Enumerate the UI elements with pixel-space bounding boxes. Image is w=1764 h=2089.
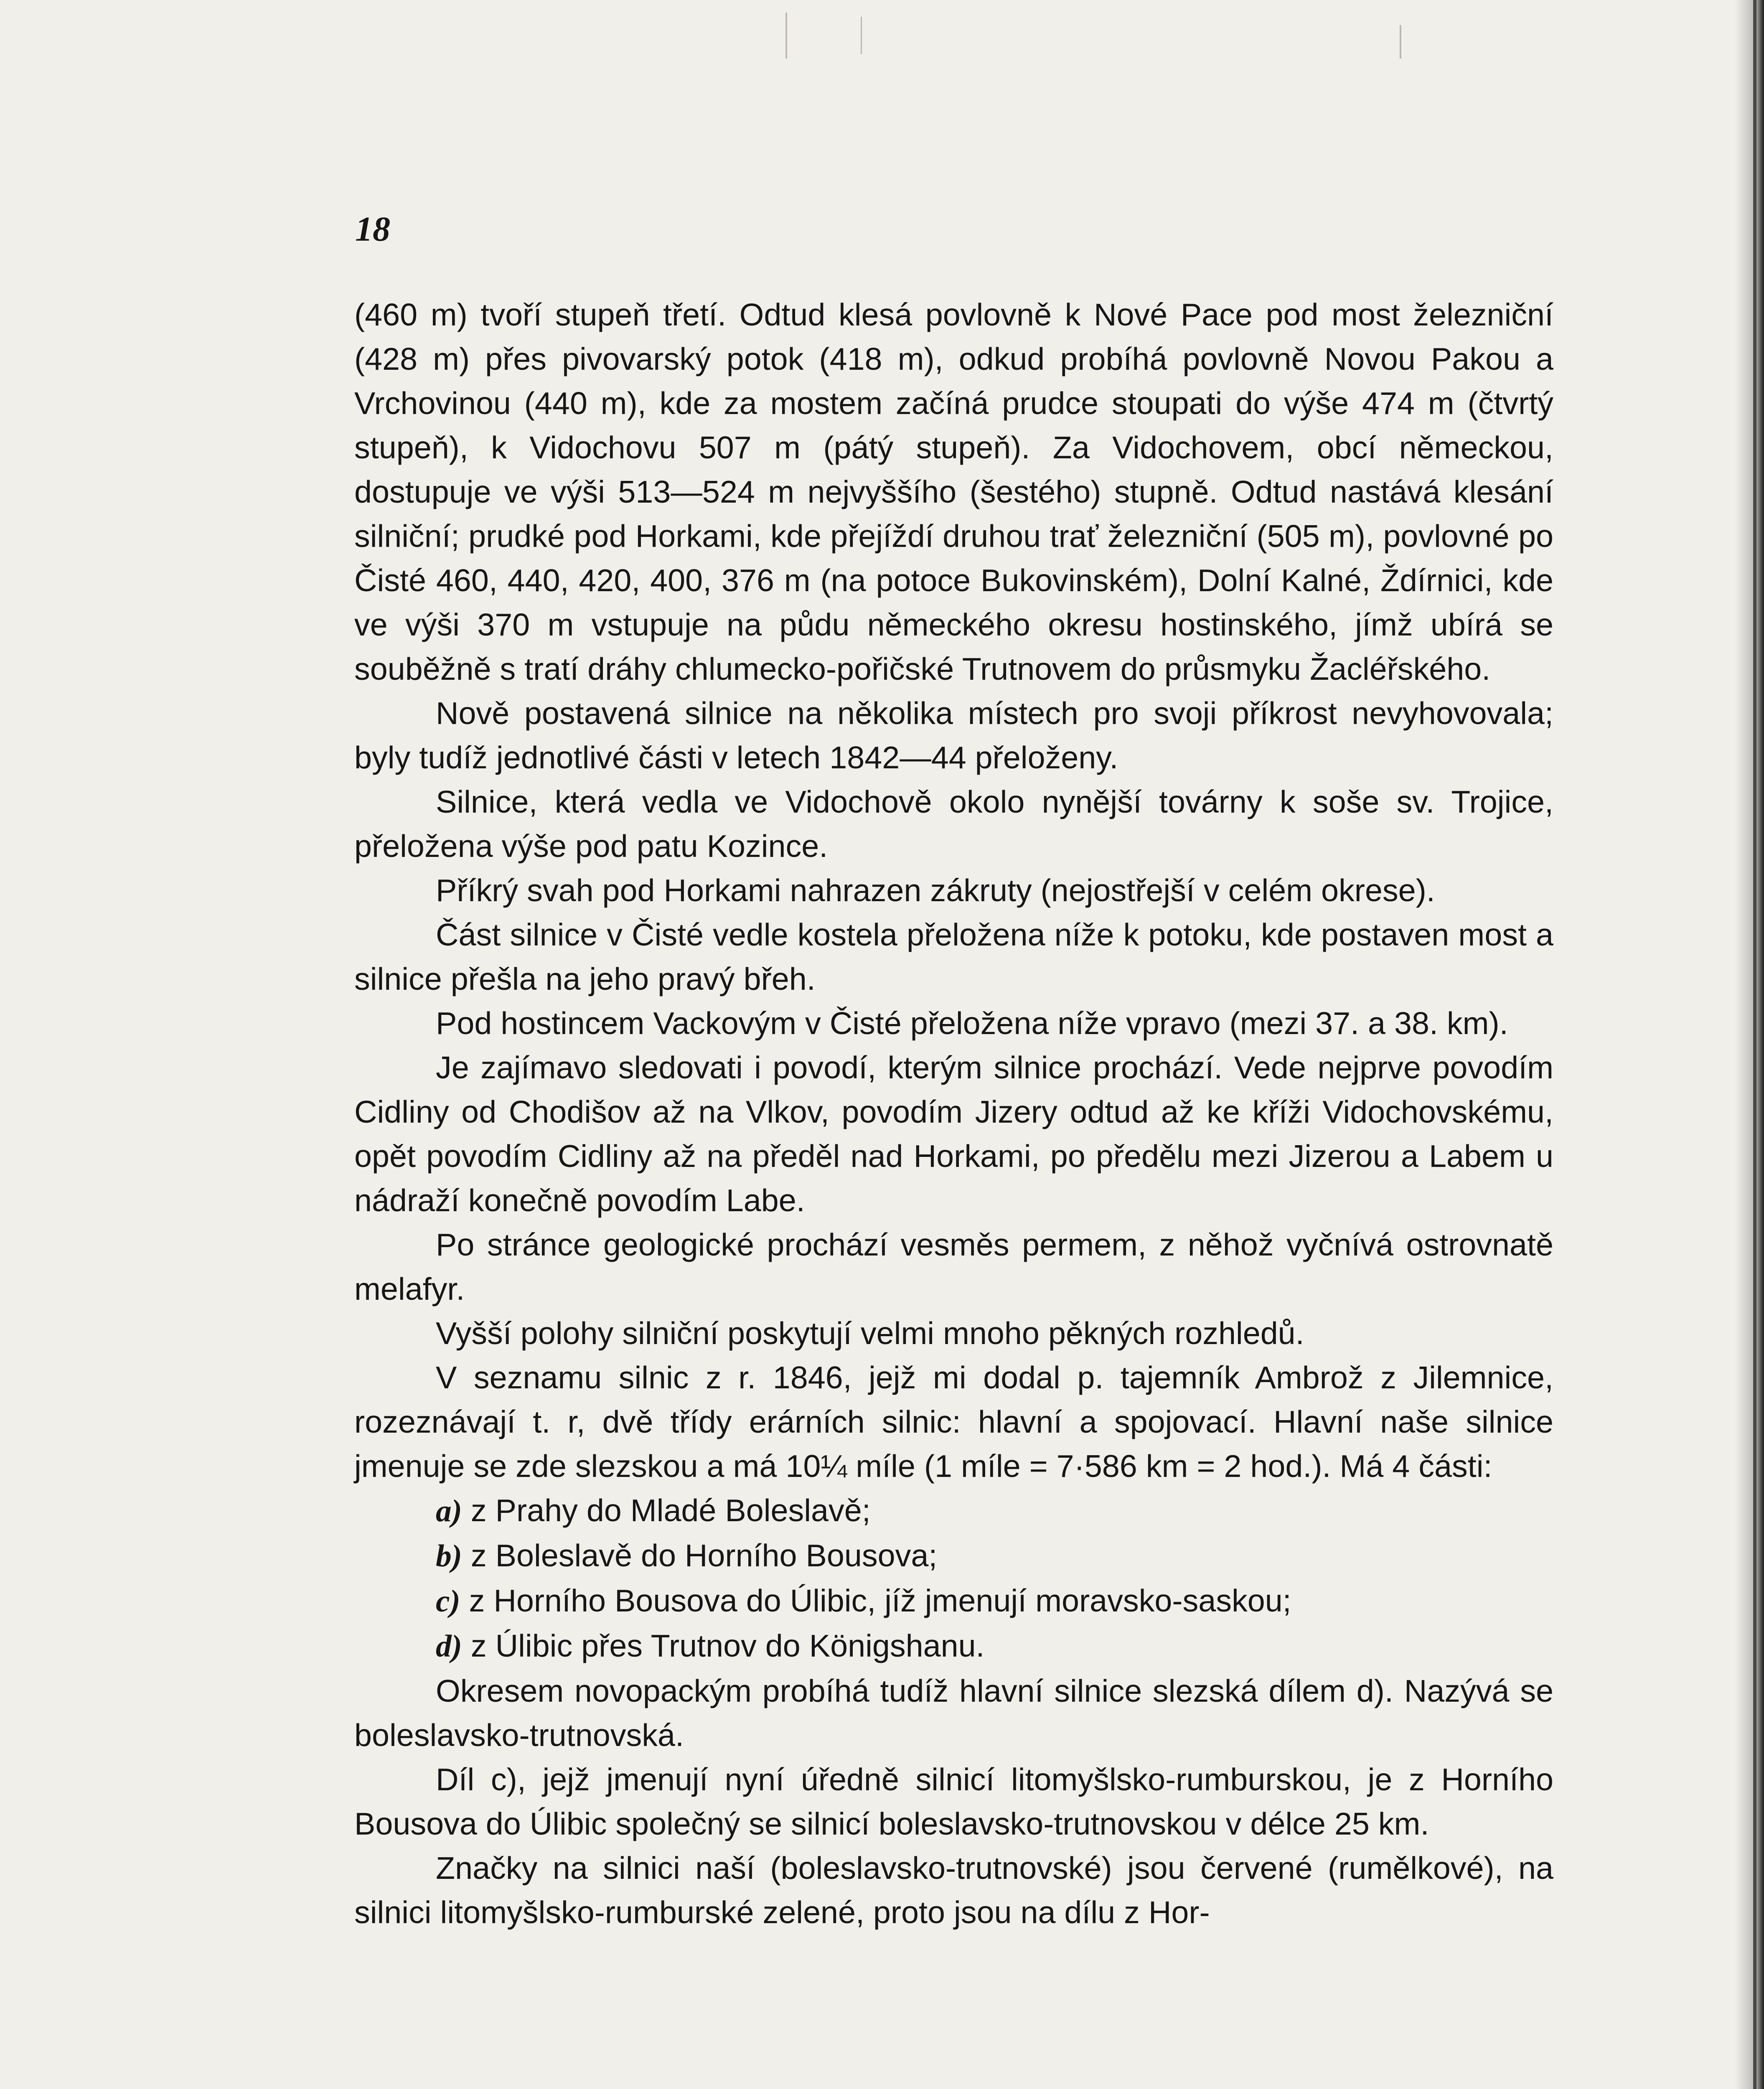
paragraph: Díl c), jejž jmenují nyní úředně silnicí litomyšlsko-rumburskou, je z Horního Bousova do Úlibic společný se silnicí boleslavsko-trutnovskou v délce 25 km.: [354, 1762, 1553, 1841]
scan-artifact: [1400, 25, 1401, 58]
paragraph: Pod hostincem Vackovým v Čisté přeložena níže vpravo (mezi 37. a 38. km).: [436, 1006, 1508, 1041]
paragraph: Nově postavená silnice na několika místech pro svoji příkrost nevyhovovala; byly tudíž jednotlivé části v letech 1842—44 přeloženy.: [354, 696, 1553, 775]
paragraph: Část silnice v Čisté vedle kostela přeložena níže k potoku, kde postaven most a silnice přešla na jeho pravý břeh.: [354, 917, 1553, 996]
page-edge-shadow: [1735, 0, 1764, 2089]
paragraph: Silnice, která vedla ve Vidochově okolo nynější továrny k soše sv. Trojice, přeložena výše pod patu Kozince.: [354, 784, 1553, 864]
list-text: z Prahy do Mladé Boleslavě;: [470, 1493, 871, 1528]
page-number: 18: [355, 210, 390, 249]
list-text: z Boleslavě do Horního Bousova;: [470, 1538, 938, 1573]
paragraph: V seznamu silnic z r. 1846, jejž mi dodal p. tajemník Ambrož z Jilemnice, rozeznávají t. r, dvě třídy erárních silnic: hlavní a spojovací. Hlavní naše silnice jmenuje se zde slezskou a má 10¼ míle (1 míle = 7·586 km = 2 hod.). Má 4 části:: [354, 1360, 1553, 1484]
list-marker: d): [436, 1629, 462, 1664]
list-item: [354, 1488, 1553, 1533]
list-marker: c): [436, 1584, 460, 1619]
list-item: [354, 1533, 1553, 1578]
paragraph: (460 m) tvoří stupeň třetí. Odtud klesá povlovně k Nové Pace pod most železniční (428 m) přes pivovarský potok (418 m), odkud probíhá povlovně Novou Pakou a Vrchovinou (440 m), kde za mostem začíná prudce stoupati do výše 474 m (čtvrtý stupeň), k Vidochovu 507 m (pátý stupeň). Za Vidochovem, obcí německou, dostupuje ve výši 513—524 m nejvyššího (šestého) stupně. Odtud nastává klesání silniční; prudké pod Horkami, kde přejíždí druhou trať železniční (505 m), povlovné po Čisté 460, 440, 420, 400, 376 m (na potoce Bukovinském), Dolní Kalné, Ždírnici, kde ve výši 370 m vstupuje na půdu německého okresu hostinského, jímž ubírá se souběžně s tratí dráhy chlumecko-pořičské Trutnovem do průsmyku Žacléřského.: [354, 297, 1553, 686]
list-text: z Horního Bousova do Úlibic, jíž jmenují moravsko-saskou;: [469, 1583, 1291, 1618]
paragraph: Po stránce geologické prochází vesměs permem, z něhož vyčnívá ostrovnatě melafyr.: [354, 1227, 1553, 1306]
list-marker: a): [436, 1494, 462, 1528]
paragraph: Je zajímavo sledovati i povodí, kterým silnice prochází. Vede nejprve povodím Cidliny od Chodišov až na Vlkov, povodím Jizery odtud až ke kříži Vidochovskému, opět povodím Cidliny až na předěl nad Horkami, po předělu mezi Jizerou a Labem u nádraží konečně povodím Labe.: [354, 1050, 1553, 1218]
paragraph: Značky na silnici naší (boleslavsko-trutnovské) jsou červené (rumělkové), na silnici litomyšlsko-rumburské zelené, proto jsou na dílu z Hor-: [354, 1850, 1553, 1930]
paragraph: Vyšší polohy silniční poskytují velmi mnoho pěkných rozhledů.: [436, 1316, 1304, 1351]
paragraph: Příkrý svah pod Horkami nahrazen zákruty (nejostřejší v celém okrese).: [436, 873, 1435, 908]
paragraph: Okresem novopackým probíhá tudíž hlavní silnice slezská dílem d). Nazývá se boleslavsko-trutnovská.: [354, 1673, 1553, 1753]
list-text: z Úlibic přes Trutnov do Königshanu.: [470, 1628, 985, 1663]
body-text: [354, 292, 1553, 1934]
page-edge-line: [1753, 0, 1756, 2089]
scan-artifact: [785, 13, 787, 58]
list-item: [354, 1578, 1553, 1624]
list-item: [354, 1624, 1553, 1669]
scan-artifact: [861, 17, 862, 54]
list-marker: b): [436, 1539, 462, 1573]
